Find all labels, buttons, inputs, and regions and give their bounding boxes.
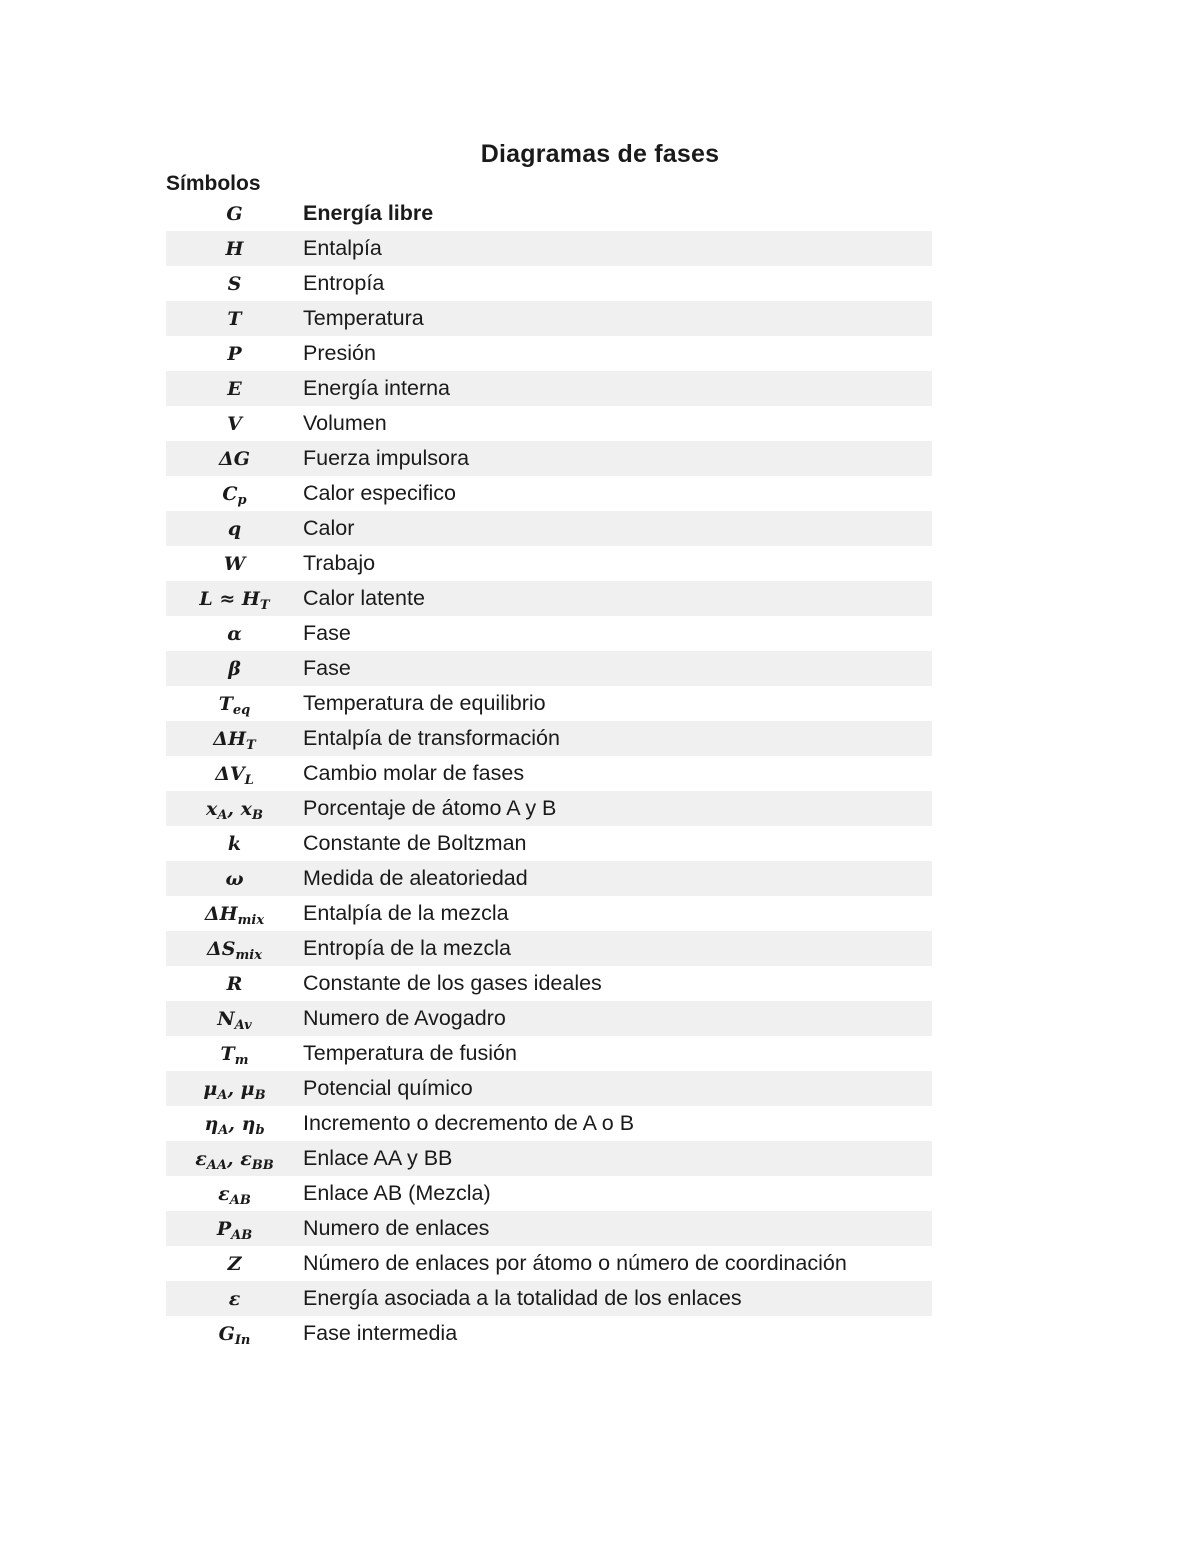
symbol-cell <box>166 651 303 686</box>
table-row <box>166 1001 932 1036</box>
symbol-base: ΔS <box>207 937 236 960</box>
symbol-base: H <box>225 237 244 260</box>
table-row <box>166 231 932 266</box>
symbol-cell <box>166 1106 303 1141</box>
description-cell: Constante de Boltzman <box>303 831 527 855</box>
symbol-cell <box>166 756 303 791</box>
table-row <box>166 511 932 546</box>
description-cell: Energía interna <box>303 371 932 406</box>
description-cell: Cambio molar de fases <box>303 761 525 785</box>
table-row <box>166 616 932 651</box>
symbol-base: , ε <box>226 1147 252 1170</box>
description-cell: Temperatura de equilibrio <box>303 691 546 715</box>
table-row <box>166 861 932 896</box>
table-row <box>166 791 932 826</box>
symbol-base: μ <box>203 1077 218 1100</box>
symbol-base: η <box>204 1112 219 1135</box>
symbol-base: T <box>227 307 242 330</box>
description-cell: Fuerza impulsora <box>303 441 932 476</box>
description-cell: Constante de los gases ideales <box>303 971 602 995</box>
description-cell: Enlace AB (Mezcla) <box>303 1181 491 1205</box>
symbol-subscript: p <box>237 492 247 508</box>
symbol-subscript: T <box>259 597 270 613</box>
symbol-base: V <box>227 412 242 435</box>
symbol-cell <box>166 861 303 896</box>
symbol-cell <box>166 1071 303 1106</box>
symbol-base: , x <box>227 797 252 820</box>
symbol-base: R <box>226 972 243 995</box>
table-row <box>166 651 932 686</box>
table-row <box>166 1211 932 1246</box>
description-cell: Fase <box>303 621 351 645</box>
table-row <box>166 1246 932 1281</box>
symbol-subscript: A <box>217 807 228 823</box>
symbol-cell <box>166 616 303 651</box>
symbol-subscript: A <box>218 1122 229 1138</box>
table-row <box>166 721 932 756</box>
symbols-table <box>166 196 932 1351</box>
symbol-base: L ≈ H <box>199 587 260 610</box>
description-cell: Temperatura de fusión <box>303 1041 517 1065</box>
symbol-cell <box>166 371 303 406</box>
symbol-cell <box>166 721 303 756</box>
table-row <box>166 196 932 231</box>
symbol-subscript: T <box>246 737 256 753</box>
section-heading: Símbolos <box>166 172 261 195</box>
symbol-base: S <box>227 272 242 295</box>
symbol-cell <box>166 1246 303 1281</box>
symbol-base: T <box>220 1042 235 1065</box>
table-row <box>166 441 932 476</box>
symbol-base: E <box>227 377 242 400</box>
symbol-cell <box>166 511 303 546</box>
symbol-base: β <box>228 657 241 680</box>
table-row <box>166 301 932 336</box>
table-row <box>166 1176 932 1211</box>
symbol-subscript: m <box>234 1052 249 1068</box>
symbol-subscript: mix <box>237 912 265 928</box>
symbol-subscript: AB <box>229 1192 251 1208</box>
description-cell: Enlace AA y BB <box>303 1141 932 1176</box>
description-cell: Numero de enlaces <box>303 1211 932 1246</box>
symbol-base: , η <box>228 1112 256 1135</box>
symbol-cell <box>166 931 303 966</box>
description-cell: Temperatura <box>303 301 932 336</box>
symbol-cell <box>166 686 303 721</box>
symbol-cell <box>166 266 303 301</box>
table-row <box>166 1281 932 1316</box>
symbol-subscript: In <box>234 1332 251 1348</box>
symbol-base: T <box>218 692 233 715</box>
symbol-subscript: eq <box>232 702 251 718</box>
description-cell: Volumen <box>303 411 387 435</box>
symbol-cell <box>166 896 303 931</box>
symbol-base: W <box>223 552 246 575</box>
table-row <box>166 476 932 511</box>
symbol-base: N <box>217 1007 235 1030</box>
table-row <box>166 931 932 966</box>
symbol-cell <box>166 966 303 1001</box>
symbol-cell <box>166 336 303 371</box>
table-row <box>166 896 932 931</box>
description-cell: Energía libre <box>303 201 434 225</box>
table-row <box>166 266 932 301</box>
symbol-base: ΔH <box>204 902 238 925</box>
symbol-base: ε <box>195 1147 207 1170</box>
table-row <box>166 1141 932 1176</box>
symbol-subscript: b <box>255 1122 265 1138</box>
symbol-subscript: Av <box>234 1017 252 1033</box>
symbol-base: ε <box>228 1287 241 1310</box>
description-cell: Entalpía de transformación <box>303 721 932 756</box>
table-row <box>166 1071 932 1106</box>
description-cell: Calor latente <box>303 581 932 616</box>
symbol-cell <box>166 1211 303 1246</box>
symbol-base: ε <box>218 1182 230 1205</box>
description-cell: Presión <box>303 341 376 365</box>
symbol-base: x <box>206 797 218 820</box>
symbol-cell <box>166 406 303 441</box>
symbol-subscript: L <box>244 772 254 788</box>
symbol-cell <box>166 1176 303 1211</box>
symbol-cell <box>166 1141 303 1176</box>
table-row <box>166 406 932 441</box>
table-row <box>166 1316 932 1351</box>
symbol-base: G <box>218 1322 235 1345</box>
description-cell: Medida de aleatoriedad <box>303 861 932 896</box>
symbol-cell <box>166 301 303 336</box>
symbol-cell <box>166 1001 303 1036</box>
table-row <box>166 1036 932 1071</box>
description-cell: Entalpía <box>303 231 932 266</box>
symbol-cell <box>166 546 303 581</box>
symbol-subscript: AA <box>206 1157 227 1173</box>
table-row <box>166 371 932 406</box>
description-cell: Entropía de la mezcla <box>303 931 932 966</box>
description-cell: Porcentaje de átomo A y B <box>303 791 932 826</box>
symbol-base: P <box>227 342 242 365</box>
table-row <box>166 826 932 861</box>
symbol-cell <box>166 231 303 266</box>
description-cell: Calor especifico <box>303 481 456 505</box>
symbol-cell <box>166 1281 303 1316</box>
description-cell: Fase <box>303 651 932 686</box>
table-row <box>166 1106 932 1141</box>
symbol-base: , μ <box>227 1077 255 1100</box>
description-cell: Entropía <box>303 271 385 295</box>
symbol-base: α <box>227 622 242 645</box>
symbol-base: ΔG <box>219 447 250 470</box>
description-cell: Potencial químico <box>303 1071 932 1106</box>
symbol-cell <box>166 826 303 861</box>
description-cell: Energía asociada a la totalidad de los enlaces <box>303 1281 932 1316</box>
table-row <box>166 686 932 721</box>
symbol-subscript: mix <box>235 947 262 963</box>
symbol-subscript: B <box>251 807 263 823</box>
symbol-cell <box>166 581 303 616</box>
symbol-base: ω <box>225 867 244 890</box>
description-cell: Incremento o decremento de A o B <box>303 1111 635 1135</box>
table-row <box>166 546 932 581</box>
table-row <box>166 966 932 1001</box>
symbol-subscript: BB <box>251 1157 274 1173</box>
symbol-cell <box>166 196 303 231</box>
description-cell: Fase intermedia <box>303 1321 458 1345</box>
description-cell: Número de enlaces por átomo o número de coordinación <box>303 1251 847 1275</box>
description-cell: Trabajo <box>303 551 376 575</box>
symbol-cell <box>166 476 303 511</box>
symbol-subscript: A <box>217 1087 228 1103</box>
table-row <box>166 336 932 371</box>
symbol-base: C <box>222 482 238 505</box>
symbol-base: k <box>227 832 242 855</box>
table-row <box>166 581 932 616</box>
symbol-base: G <box>226 202 243 225</box>
description-cell: Numero de Avogadro <box>303 1001 932 1036</box>
symbol-base: P <box>216 1217 232 1240</box>
symbol-base: ΔH <box>213 727 246 750</box>
symbol-base: Z <box>227 1252 242 1275</box>
symbol-base: q <box>227 517 242 540</box>
description-cell: Calor <box>303 511 932 546</box>
table-row <box>166 756 932 791</box>
symbol-subscript: B <box>254 1087 266 1103</box>
symbol-subscript: AB <box>231 1227 253 1243</box>
symbol-cell <box>166 1036 303 1071</box>
symbol-cell <box>166 791 303 826</box>
description-cell: Entalpía de la mezcla <box>303 901 509 925</box>
symbol-cell <box>166 1316 303 1351</box>
document-title: Diagramas de fases <box>480 140 720 168</box>
symbol-cell <box>166 441 303 476</box>
symbol-base: ΔV <box>215 762 245 785</box>
